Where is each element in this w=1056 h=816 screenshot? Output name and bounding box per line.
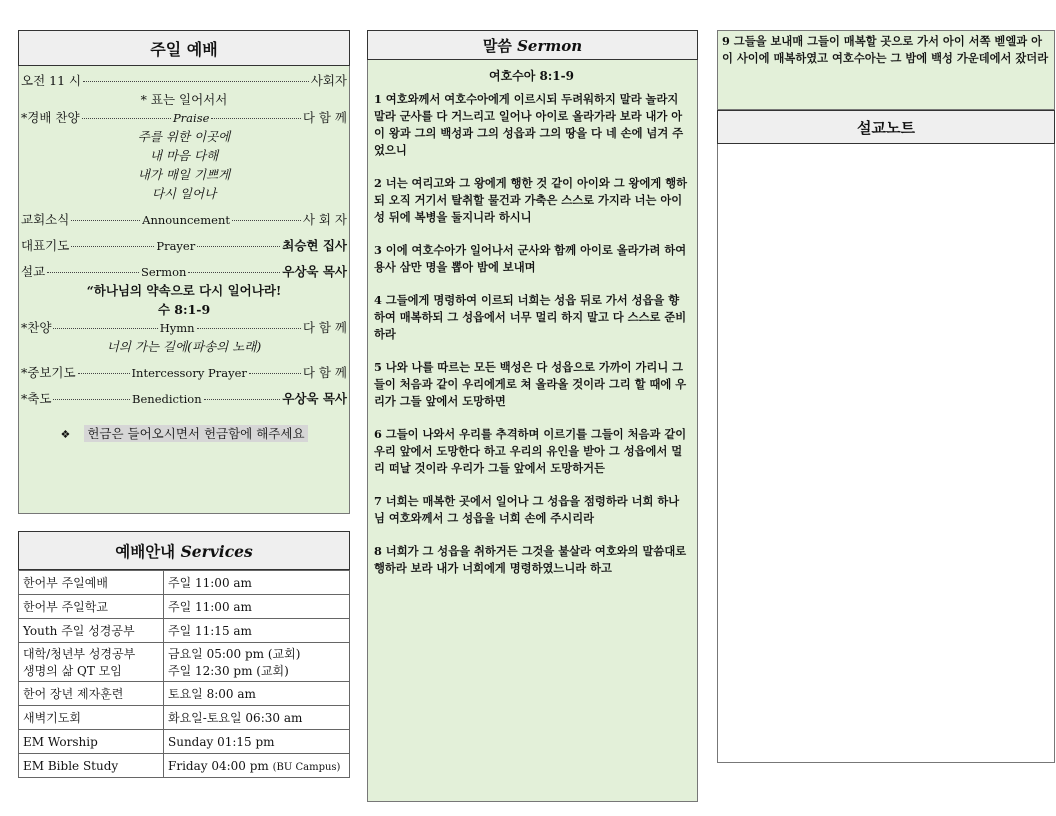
offering-note [19, 424, 349, 442]
sermon-title: “하나님의 약속으로 다시 일어나라! [86, 283, 282, 298]
services-title-ko: 예배안내 [115, 543, 176, 561]
announcement-row [19, 211, 349, 229]
service-name [19, 643, 164, 682]
scripture-verse: 8 너희가 그 성읍을 취하거든 그것을 불살라 여호와의 말씀대로 행하라 보라 내가 너희에게 명령하였느니라 하고 [374, 544, 687, 575]
service-name: EM Bible Study [19, 754, 164, 778]
table-row [19, 619, 350, 643]
praise-song-line: 주를 위한 이곳에 [137, 129, 231, 144]
sermon-row [19, 263, 349, 281]
diamond-bullet-icon: ❖ [60, 428, 71, 441]
leader-dots [211, 118, 300, 119]
table-row [19, 754, 350, 778]
offering-text: 헌금은 들어오시면서 헌금함에 해주세요 [84, 425, 307, 442]
leader-dots [47, 272, 139, 273]
hymn-en: Hymn [159, 321, 195, 335]
table-row [19, 682, 350, 706]
worship-time-row [19, 72, 349, 90]
scripture-verse: 4 그들에게 명령하여 이르되 너희는 성읍 뒤로 가서 성읍을 향하여 매복하되 그 성읍에서 너무 멀리 하지 말고 다 스스로 준비하라 [374, 293, 687, 341]
leader-dots [71, 220, 140, 221]
service-time: 주일 11:00 am [164, 595, 350, 619]
leader-dots [53, 328, 157, 329]
sermon-heading [367, 30, 698, 60]
service-time: Sunday 01:15 pm [164, 730, 350, 754]
worship-title: 주일 예배 [18, 30, 350, 66]
scripture-verse-9: 9 그들을 보내매 그들이 매복할 곳으로 가서 아이 서쪽 벧엘과 아이 사이에 매복하였고 여호수아는 그 밤에 백성 가운데에서 잤더라 [717, 30, 1055, 110]
table-row [19, 571, 350, 595]
announcement-label: 교회소식 [21, 212, 70, 227]
benediction-label: *축도 [21, 391, 52, 406]
praise-row [19, 109, 349, 127]
leader-dots [232, 220, 301, 221]
sermon-column [367, 30, 698, 802]
services-table [18, 570, 350, 778]
praise-who: 다 함 께 [302, 110, 348, 125]
sermon-label: 설교 [21, 264, 46, 279]
hymn-title: 너의 가는 길에(파송의 노래) [106, 339, 262, 354]
table-row [19, 595, 350, 619]
praise-song-line: 내가 매일 기쁘게 [137, 167, 231, 182]
service-name-line: 생명의 삶 QT 모임 [23, 664, 122, 678]
leader-dots [71, 246, 154, 247]
service-time-line: 금요일 05:00 pm (교회) [168, 647, 301, 661]
service-time: 주일 11:00 am [164, 571, 350, 595]
table-row [19, 706, 350, 730]
sermon-heading-en: Sermon [517, 37, 583, 55]
leader-dots [197, 328, 301, 329]
benediction-en: Benediction [132, 392, 202, 406]
service-time [164, 754, 350, 778]
intercession-label: *중보기도 [21, 365, 76, 380]
service-name: 새벽기도회 [19, 706, 164, 730]
service-location-note: (BU Campus) [272, 761, 341, 773]
notes-column [717, 30, 1055, 763]
leader-dots [53, 399, 130, 400]
leader-dots [188, 272, 280, 273]
leader-dots [78, 373, 130, 374]
praise-en: Praise [172, 111, 210, 125]
services-title-en: Services [180, 542, 253, 561]
standing-note: * 표는 일어서서 [140, 92, 228, 107]
scripture-verse: 7 너희는 매복한 곳에서 일어나 그 성읍을 점령하라 너희 하나님 여호와께서 그 성읍을 너희 손에 주시리라 [374, 494, 680, 525]
sermon-heading-ko: 말씀 [482, 37, 512, 55]
table-row [19, 643, 350, 682]
service-name: 한어부 주일학교 [19, 595, 164, 619]
scripture-verse: 6 그들이 나와서 우리를 추격하며 이르기를 그들이 처음과 같이 우리 앞에서 도망한다 하고 우리의 유인을 받아 그 성읍에서 멀리 떠날 것이라 우리가 그들 앞에서 도망하거든 [374, 427, 687, 475]
service-time-line: 주일 12:30 pm (교회) [168, 664, 289, 678]
hymn-row [19, 319, 349, 337]
leader-dots [82, 118, 171, 119]
time-role: 사회자 [310, 73, 347, 88]
service-name: EM Worship [19, 730, 164, 754]
service-time: 화요일-토요일 06:30 am [164, 706, 350, 730]
leader-dots [197, 246, 280, 247]
service-time: 토요일 8:00 am [164, 682, 350, 706]
worship-column [18, 30, 350, 778]
hymn-label: *찬양 [21, 320, 52, 335]
sermon-en: Sermon [141, 265, 187, 279]
scripture-verse: 3 이에 여호수아가 일어나서 군사와 함께 아이로 올라가려 하여 용사 삼만 명을 뽑아 밤에 보내며 [374, 243, 687, 274]
scripture-verse: 2 너는 여리고와 그 왕에게 행한 것 같이 아이와 그 왕에게 행하되 오직 거기서 탈취할 물건과 가축은 스스로 가지라 너는 아이 성 뒤에 복병을 둘지니라 하시니 [374, 176, 688, 224]
leader-dots [83, 81, 309, 82]
benediction-row [19, 390, 349, 408]
leader-dots [204, 399, 281, 400]
notes-area [717, 144, 1055, 763]
intercession-row [19, 364, 349, 382]
service-time [164, 643, 350, 682]
prayer-who: 최승현 집사 [282, 238, 348, 253]
intercession-who: 다 함 께 [302, 365, 348, 380]
benediction-who: 우상욱 목사 [282, 391, 348, 406]
praise-song-line: 내 마음 다해 [149, 148, 219, 163]
services-title [18, 531, 350, 570]
leader-dots [249, 373, 301, 374]
notes-title: 설교노트 [717, 110, 1055, 144]
scripture-verse: 5 나와 나를 따르는 모든 백성은 다 성읍으로 가까이 가리니 그들이 처음과 같이 우리에게로 쳐 올라올 것이라 그리 할 때에 우리가 그들 앞에서 도망하면 [374, 360, 687, 408]
intercession-en: Intercessory Prayer [131, 366, 247, 380]
scripture-reference: 여호수아 8:1-9 [488, 69, 574, 83]
service-name: 한어 장년 제자훈련 [19, 682, 164, 706]
service-name: Youth 주일 성경공부 [19, 619, 164, 643]
sermon-ref: 수 8:1-9 [157, 302, 211, 317]
worship-order [18, 66, 350, 514]
announcement-who: 사 회 자 [302, 212, 347, 227]
scripture-verse: 1 여호와께서 여호수아에게 이르시되 두려워하지 말라 놀라지 말라 군사를 다 거느리고 일어나 아이로 올라가라 보라 내가 아이 왕과 그의 백성과 그의 성읍과 그의 땅을 다 네 손에 넘겨 주었으니 [374, 92, 684, 157]
prayer-row [19, 237, 349, 255]
prayer-en: Prayer [156, 239, 196, 253]
scripture-text [367, 60, 698, 802]
prayer-label: 대표기도 [21, 238, 70, 253]
hymn-who: 다 함 께 [302, 320, 347, 335]
announcement-en: Announcement [142, 213, 230, 227]
service-time: 주일 11:15 am [164, 619, 350, 643]
service-name: 한어부 주일예배 [19, 571, 164, 595]
service-name-line: 대학/청년부 성경공부 [23, 647, 136, 661]
praise-song-line: 다시 일어나 [151, 186, 217, 201]
sermon-who: 우상욱 목사 [282, 264, 347, 279]
table-row [19, 730, 350, 754]
praise-label: *경배 찬양 [21, 110, 80, 125]
service-time-text: Friday 04:00 pm [168, 758, 269, 773]
time-label: 오전 11 시 [21, 73, 82, 88]
